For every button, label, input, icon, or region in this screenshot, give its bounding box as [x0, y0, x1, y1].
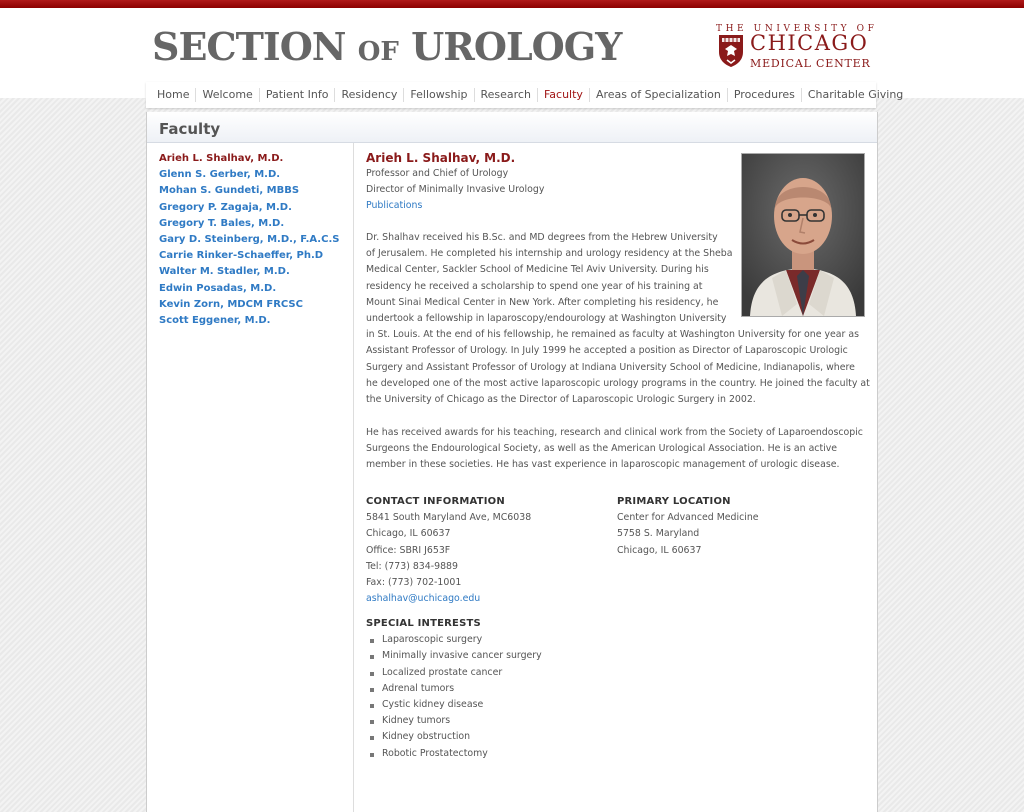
interest-item: Kidney tumors — [366, 713, 666, 729]
bio-line: he developed one of the most active laparoscopic urology programs in the country. He joined the faculty at — [366, 377, 870, 389]
faculty-link-posadas[interactable]: Edwin Posadas, M.D. — [159, 282, 277, 294]
bio-line: Mount Sinai Medical Center in New York. After completing his residency, he — [366, 296, 719, 308]
contact-address-line1: 5841 South Maryland Ave, MC6038 — [366, 512, 532, 524]
site-title-part1: SECTION — [152, 24, 358, 69]
interests-list — [366, 632, 666, 762]
faculty-link-stadler[interactable]: Walter M. Stadler, M.D. — [159, 266, 290, 278]
contact-tel: Tel: (773) 834-9889 — [366, 560, 458, 572]
faculty-link-eggener[interactable]: Scott Eggener, M.D. — [159, 314, 271, 326]
location-heading: PRIMARY LOCATION — [617, 496, 731, 507]
logo-line-university: THE UNIVERSITY OF — [716, 24, 878, 34]
page-title-bar — [147, 112, 877, 143]
nav-item-patient-info[interactable]: Patient Info — [259, 88, 335, 102]
faculty-link-gundeti[interactable]: Mohan S. Gundeti, MBBS — [159, 185, 300, 197]
profile-title-primary: Professor and Chief of Urology — [366, 168, 509, 179]
interest-item: Kidney obstruction — [366, 729, 666, 745]
faculty-link-zorn[interactable]: Kevin Zorn, MDCM FRCSC — [159, 298, 303, 310]
top-accent-bar — [0, 0, 1024, 8]
bio-line: He has received awards for his teaching, research and clinical work from the Society of Laparoendoscopic — [366, 427, 863, 438]
contact-office: Office: SBRI J653F — [366, 544, 451, 556]
nav-item-faculty[interactable]: Faculty — [537, 88, 589, 102]
nav-item-areas-of-specialization[interactable]: Areas of Specialization — [589, 88, 727, 102]
location-line3: Chicago, IL 60637 — [617, 544, 702, 556]
page-title: Faculty — [159, 120, 221, 138]
faculty-link-shalhav[interactable]: Arieh L. Shalhav, M.D. — [159, 153, 284, 164]
contact-address-line2: Chicago, IL 60637 — [366, 528, 451, 540]
contact-information — [366, 494, 606, 607]
interests-heading: SPECIAL INTERESTS — [366, 618, 481, 629]
interest-item: Cystic kidney disease — [366, 697, 666, 713]
primary-location — [617, 494, 857, 559]
site-title[interactable] — [152, 24, 622, 69]
profile-title-secondary: Director of Minimally Invasive Urology — [366, 184, 545, 196]
interest-item: Localized prostate cancer — [366, 665, 666, 681]
bio-line: Assistant Professor of Urology. In July 1999 he accepted a position as Director of Laparoscopic Urologic — [366, 345, 848, 357]
logo-line-chicago: CHICAGO — [750, 31, 869, 55]
bio-line: of Jerusalem. He completed his internship and urology residency at the Sheba — [366, 248, 733, 260]
site-title-of: OF — [357, 37, 399, 67]
nav-item-residency[interactable]: Residency — [334, 88, 403, 102]
faculty-sidebar — [147, 143, 354, 812]
bio-line: member in these societies. He has vast experience in laparoscopic management of urologic disease. — [366, 459, 840, 471]
bio-paragraph-2 — [366, 425, 866, 474]
faculty-link-gerber[interactable]: Glenn S. Gerber, M.D. — [159, 169, 281, 181]
logo-line-medical-center: MEDICAL CENTER — [750, 57, 871, 70]
university-logo[interactable] — [716, 24, 878, 72]
nav-item-welcome[interactable]: Welcome — [195, 88, 258, 102]
interest-item: Adrenal tumors — [366, 681, 666, 697]
nav-item-charitable-giving[interactable]: Charitable Giving — [801, 88, 909, 102]
faculty-link-zagaja[interactable]: Gregory P. Zagaja, M.D. — [159, 201, 292, 213]
site-title-part2: UROLOGY — [398, 24, 622, 69]
nav-item-procedures[interactable]: Procedures — [727, 88, 801, 102]
contact-fax: Fax: (773) 702-1001 — [366, 577, 462, 589]
publications-link[interactable]: Publications — [366, 200, 423, 212]
location-line2: 5758 S. Maryland — [617, 528, 700, 540]
bio-line: residency he received a scholarship to spend one year of his training at — [366, 280, 703, 292]
contact-email-link[interactable]: ashalhav@uchicago.edu — [366, 593, 481, 605]
bio-line: Dr. Shalhav received his B.Sc. and MD degrees from the Hebrew University — [366, 232, 718, 243]
interest-item: Laparoscopic surgery — [366, 632, 666, 648]
nav-item-research[interactable]: Research — [474, 88, 537, 102]
bio-paragraph-1 — [366, 230, 870, 408]
university-crest-icon — [718, 34, 744, 68]
contact-heading: CONTACT INFORMATION — [366, 496, 505, 507]
bio-line: the University of Chicago as the Director of Laparoscopic Urologic Surgery in 2002. — [366, 394, 756, 406]
bio-line: in St. Louis. At the end of his fellowship, he remained as faculty at Washington University for one year as — [366, 329, 860, 341]
main-panel — [146, 112, 878, 812]
profile-content — [366, 151, 870, 759]
special-interests — [366, 616, 666, 762]
interest-item: Robotic Prostatectomy — [366, 746, 666, 762]
faculty-link-rinker-schaeffer[interactable]: Carrie Rinker-Schaeffer, Ph.D — [159, 250, 324, 262]
main-nav — [146, 82, 904, 108]
bio-line: Surgery and Assistant Professor of Urology at Indiana University School of Medicine, Indianapolis, where — [366, 361, 855, 373]
bio-line: Medical Center, Sackler School of Medicine Tel Aviv University. During his — [366, 264, 709, 276]
interest-item: Minimally invasive cancer surgery — [366, 648, 666, 664]
faculty-link-steinberg[interactable]: Gary D. Steinberg, M.D., F.A.C.S — [159, 233, 340, 245]
nav-item-fellowship[interactable]: Fellowship — [403, 88, 473, 102]
profile-name: Arieh L. Shalhav, M.D. — [366, 151, 516, 165]
bio-line: undertook a fellowship in laparoscopy/endourology at Washington University — [366, 313, 727, 325]
bio-line: Surgeons the Endourological Society, as well as the American Urological Association. He is an active — [366, 443, 838, 455]
location-line1: Center for Advanced Medicine — [617, 512, 759, 524]
faculty-link-bales[interactable]: Gregory T. Bales, M.D. — [159, 217, 285, 229]
faculty-list — [159, 151, 339, 329]
nav-item-home[interactable]: Home — [157, 88, 190, 101]
